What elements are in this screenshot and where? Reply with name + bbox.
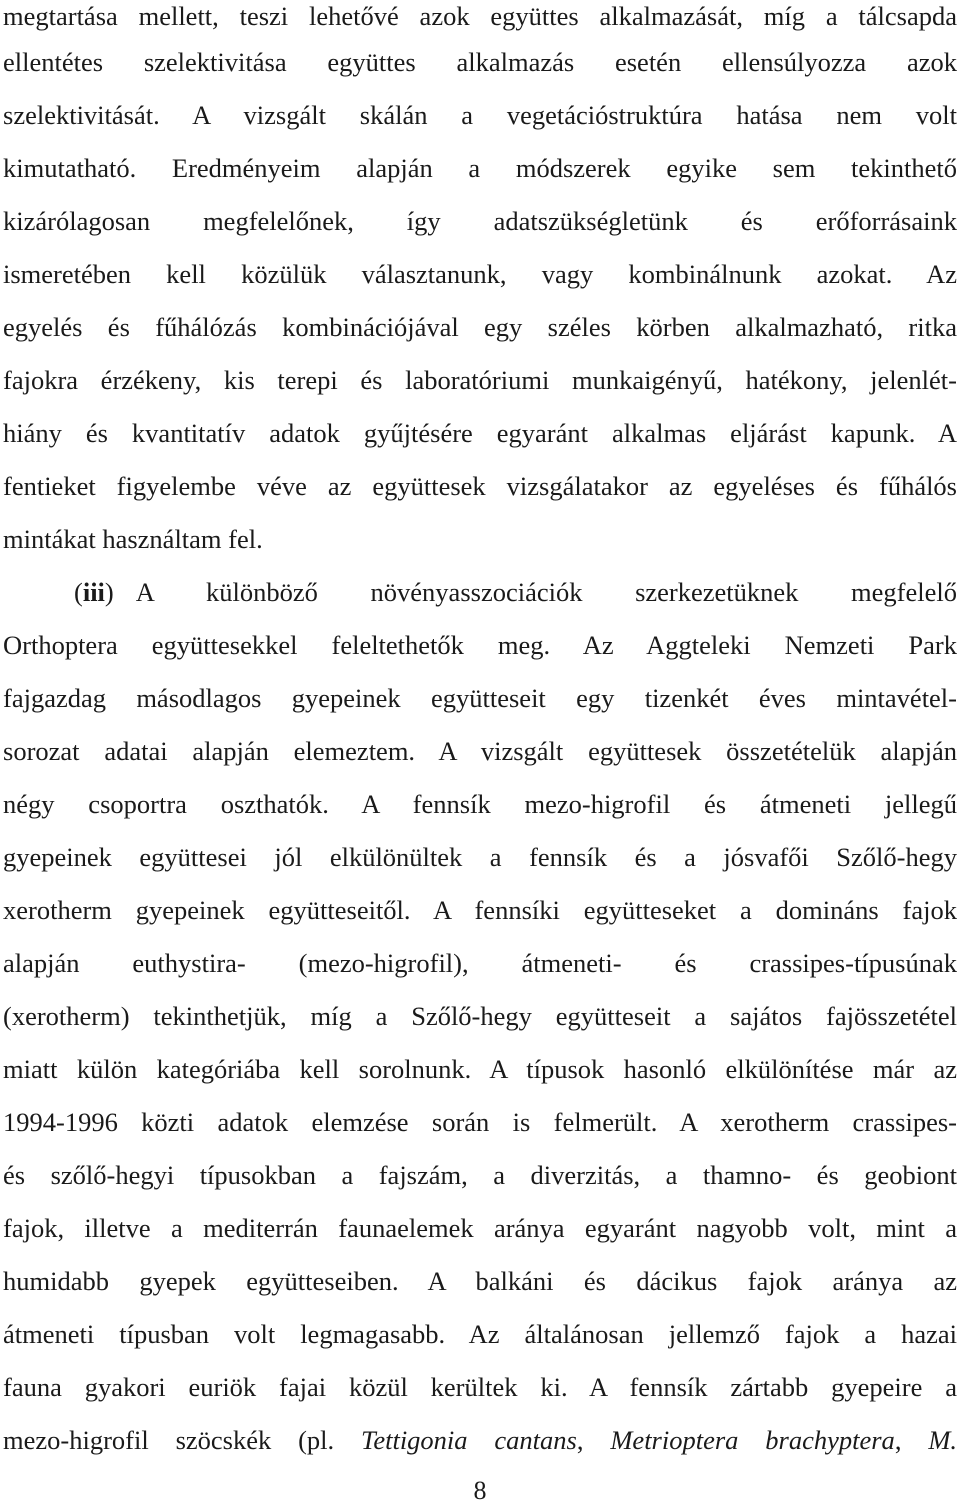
species-name: M. bbox=[928, 1425, 958, 1455]
text-line: fentieket figyelembe véve az együttesek vizsgálatakor az egyeléses és fűhálós bbox=[3, 471, 957, 501]
text-line: fajokra érzékeny, kis terepi és laboratóriumi munkaigényű, hatékony, jelenlét- bbox=[3, 365, 957, 395]
text-line: gyepeinek együttesei jól elkülönültek a fennsík és a jósvafői Szőlő-hegy bbox=[3, 842, 957, 872]
text-line: fajgazdag másodlagos gyepeinek együtteseit egy tizenkét éves mintavétel- bbox=[3, 683, 957, 713]
text-line: humidabb gyepek együtteseiben. A balkáni és dácikus fajok aránya az bbox=[3, 1266, 957, 1296]
section-heading-line bbox=[3, 576, 957, 608]
text-line: hiány és kvantitatív adatok gyűjtésére egyaránt alkalmas eljárást kapunk. A bbox=[3, 418, 957, 448]
page-number: 8 bbox=[473, 1476, 487, 1505]
text-line: szelektivitását. A vizsgált skálán a vegetációstruktúra hatása nem volt bbox=[3, 100, 957, 130]
section-numeral: iii bbox=[82, 577, 105, 607]
text-line: egyelés és fűhálózás kombinációjával egy széles körben alkalmazható, ritka bbox=[3, 312, 957, 342]
text-line: megtartása mellett, teszi lehetővé azok együttes alkalmazását, míg a tálcsapda bbox=[3, 1, 957, 31]
text-line: Orthoptera együttesekkel feleltethetők meg. Az Aggteleki Nemzeti Park bbox=[3, 630, 957, 660]
paragraph-end-line: mintákat használtam fel. bbox=[3, 524, 263, 554]
species-name: Tettigonia cantans bbox=[361, 1425, 577, 1455]
text-line: fajok, illetve a mediterrán faunaelemek aránya egyaránt nagyobb volt, mint a bbox=[3, 1213, 957, 1243]
text-line: és szőlő-hegyi típusokban a fajszám, a diverzitás, a thamno- és geobiont bbox=[3, 1160, 957, 1190]
section-marker: (iii) bbox=[74, 577, 114, 607]
text-line: sorozat adatai alapján elemeztem. A vizsgált együttesek összetételük alapján bbox=[3, 736, 957, 766]
text-line: fauna gyakori euriök fajai közül kerültek ki. A fennsík zártabb gyepeire a bbox=[3, 1372, 957, 1402]
text-line: A különböző növényasszociációk szerkezetüknek megfelelő bbox=[135, 577, 957, 607]
text-line: átmeneti típusban volt legmagasabb. Az általánosan jellemző fajok a hazai bbox=[3, 1319, 957, 1349]
text-line: xerotherm gyepeinek együtteseitől. A fennsíki együtteseket a domináns fajok bbox=[3, 895, 957, 925]
text-line: ellentétes szelektivitása együttes alkalmazás esetén ellensúlyozza azok bbox=[3, 47, 957, 77]
text-line: alapján euthystira- (mezo-higrofil), átmeneti- és crassipes-típusúnak bbox=[3, 948, 957, 978]
text-line: kizárólagosan megfelelőnek, így adatszükségletünk és erőforrásaink bbox=[3, 206, 957, 236]
species-name: Metrioptera brachyptera bbox=[610, 1425, 895, 1455]
text-line-last: mezo-higrofil szöcskék (pl. Tettigonia cantans, Metrioptera brachyptera, M. bbox=[3, 1425, 958, 1455]
text-line: kimutatható. Eredményeim alapján a módszerek egyike sem tekinthető bbox=[3, 153, 957, 183]
text-line: miatt külön kategóriába kell sorolnunk. A típusok hasonló elkülönítése már az bbox=[3, 1054, 957, 1084]
text-line: négy csoportra oszthatók. A fennsík mezo-higrofil és átmeneti jellegű bbox=[3, 789, 957, 819]
text-line: ismeretében kell közülük választanunk, vagy kombinálnunk azokat. Az bbox=[3, 259, 957, 289]
text-line: (xerotherm) tekinthetjük, míg a Szőlő-hegy együtteseit a sajátos fajösszetétel bbox=[3, 1001, 957, 1031]
text-line: 1994-1996 közti adatok elemzése során is felmerült. A xerotherm crassipes- bbox=[3, 1107, 957, 1137]
